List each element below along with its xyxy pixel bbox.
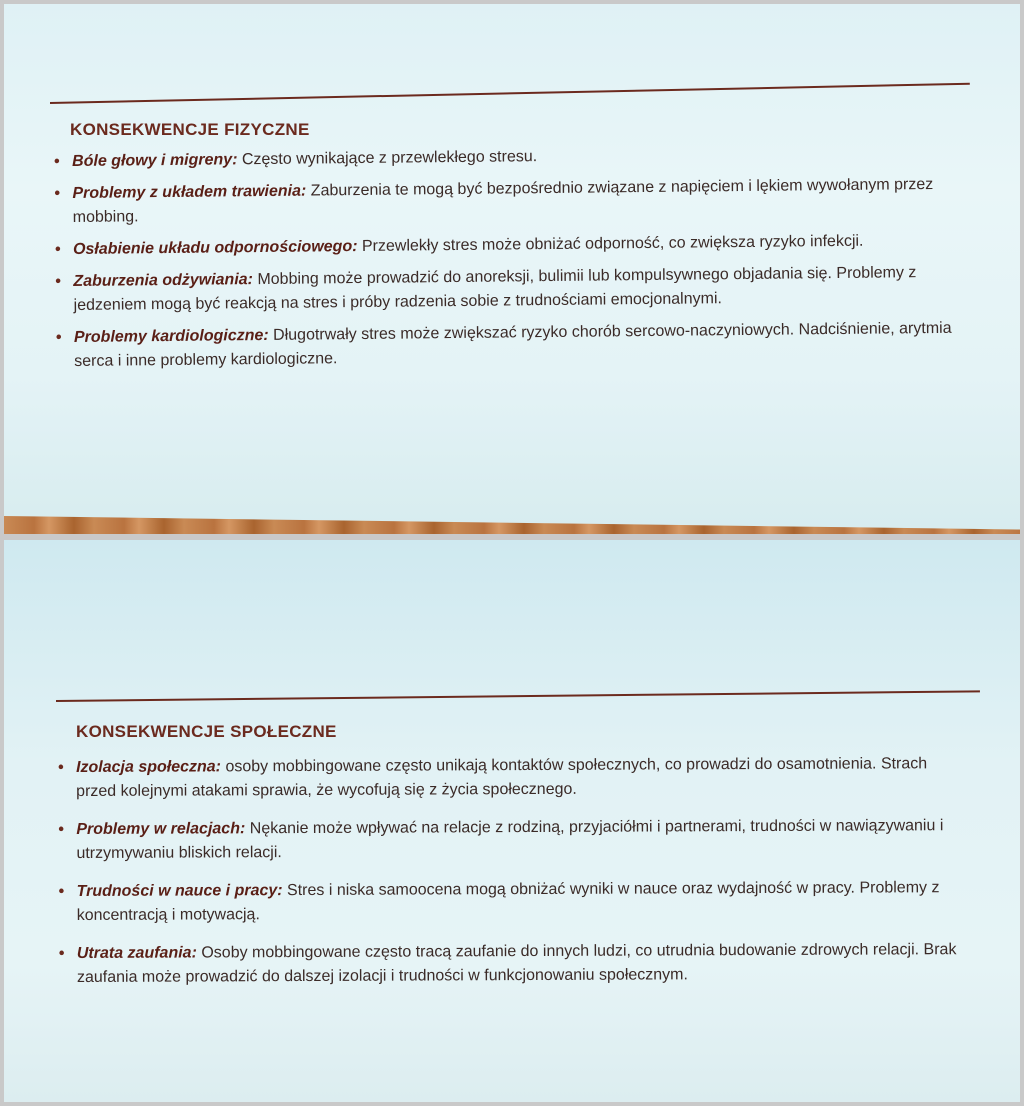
bullet-icon: • [55,273,62,291]
bullet-icon: • [58,883,65,901]
list-item [58,752,966,804]
slide-social [4,540,1020,1102]
wooden-floor [4,504,1020,534]
bullet-icon: • [58,821,64,839]
slide-divider [56,690,980,702]
list-item [55,261,953,318]
list-item [58,938,967,990]
slide-physical [4,4,1020,534]
bullet-icon: • [54,241,61,259]
list-item [58,814,966,866]
item-text: Nękanie może wpływać na relacje z rodziną, przyjaciółmi i partnerami, trudności w nawiązywaniu i utrzymywaniu bliskich relacji. [76,817,944,862]
section-heading: KONSEKWENCJE FIZYCZNE [70,120,310,139]
item-text: Przewlekły stres może obniżać odporność, co zwiększa ryzyko infekcji. [361,232,864,255]
bullet-icon: • [58,759,64,777]
item-term: Osłabienie układu odpornościowego: [72,238,358,258]
item-text: Osoby mobbingowane często tracą zaufanie do innych ludzi, co utrudnia budowanie zdrowych relacji. Brak zaufania może prowadzić do dalszej izolacji i trudności w funkcjonowaniu społecznym. [76,941,957,986]
item-text: Długotrwały stres może zwiększać ryzyko chorób sercowo-naczyniowych. Nadciśnienie, arytmia serca i inne problemy kardiologiczne. [74,319,952,370]
bullet-icon: • [58,945,65,963]
item-text: Zaburzenia te mogą być bezpośrednio związane z napięciem i lękiem wywołanym przez mobbing. [72,175,934,226]
item-text: Często wynikające z przewlekłego stresu. [241,148,538,169]
bullet-icon: • [54,185,61,203]
list-item [54,229,953,262]
item-term: Utrata zaufania: [76,944,197,962]
list-item [55,317,954,374]
section-heading: KONSEKWENCJE SPOŁECZNE [76,722,337,741]
item-term: Trudności w nauce i pracy: [76,882,283,900]
item-term: Izolacja społeczna: [76,758,222,776]
item-term: Problemy z układem trawienia: [72,182,307,202]
item-term: Bóle głowy i migreny: [72,151,238,170]
bullet-list [54,141,954,374]
slide-divider [50,83,970,104]
bullet-icon: • [54,153,60,171]
item-term: Problemy kardiologiczne: [73,326,269,346]
item-text: Mobbing może prowadzić do anoreksji, bulimii lub kompulsywnego objadania się. Problemy z jedzeniem mogą być reakcją na stres i próby radzenia sobie z trudnościami emocjonalnymi. [73,264,917,314]
bullet-icon: • [55,329,62,347]
list-item [54,141,952,174]
list-item [58,876,967,928]
item-term: Problemy w relacjach: [76,820,246,838]
item-text: osoby mobbingowane często unikają kontaktów społecznych, co prowadzi do osamotnienia. Strach przed kolejnymi atakami sprawia, że wycofują się z życia społecznego. [76,755,928,800]
list-item [54,173,952,230]
item-text: Stres i niska samoocena mogą obniżać wyniki w nauce oraz wydajność w pracy. Problemy z koncentracją i motywacją. [76,879,940,924]
bullet-list [58,752,967,990]
item-term: Zaburzenia odżywiania: [73,271,254,290]
